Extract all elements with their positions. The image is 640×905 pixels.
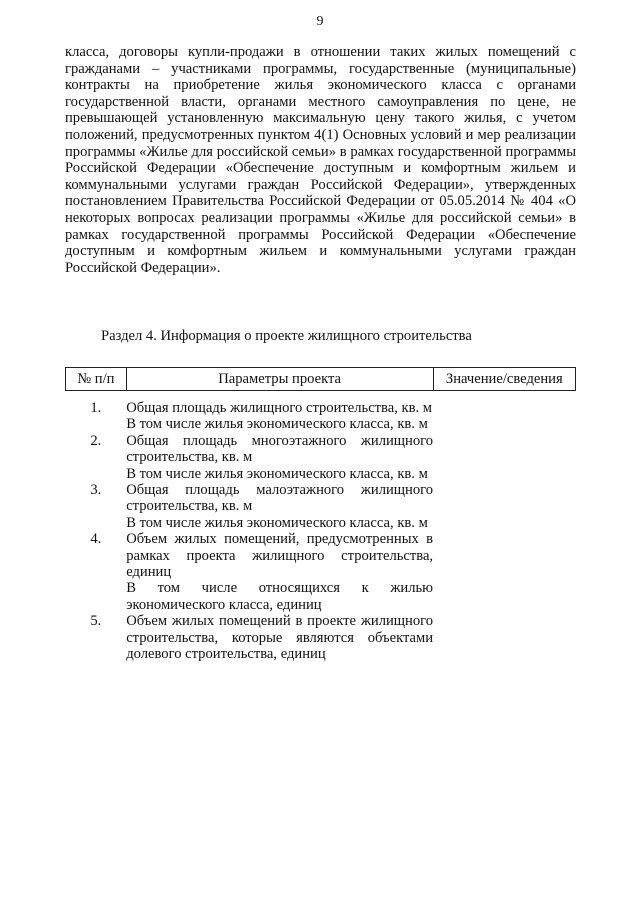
row-value [433,613,575,662]
table-row [66,613,576,662]
row-value [433,482,575,531]
row-main-text: Общая площадь жилищного строительства, кв. м [126,400,433,416]
table-row [66,391,576,433]
body-paragraph: класса, договоры купли-продажи в отношении таких жилых помещений с гражданами – участниками программы, государственные (муниципальные) контракты на приобретение жилья экономического класса с органами государственной власти, органами местного самоуправления по цене, не превышающей установленную максимальную цену такого жилья, с учетом положений, предусмотренных пунктом 4(1) Основных условий и мер реализации программы «Жилье для российской семьи» в рамках государственной программы Российской Федерации «Обеспечение доступным и комфортным жильем и коммунальными услугами граждан Российской Федерации», утвержденных постановлением Правительства Российской Федерации от 05.05.2014 № 404 «О некоторых вопросах реализации программы «Жилье для российской семьи» в рамках государственной программы Российской Федерации «Обеспечение доступным и комфортным жильем и коммунальными услугами граждан Российской Федерации». [65,44,576,276]
header-parameters: Параметры проекта [126,368,433,391]
page-number: 9 [316,14,324,29]
row-sub-text: В том числе жилья экономического класса, кв. м [126,416,428,433]
row-value [433,391,575,433]
table-header-row [66,368,576,391]
table-row [66,531,576,613]
row-number: 4. [90,531,102,548]
header-number: № п/п [66,368,127,391]
project-parameters-table [65,367,576,663]
row-number: 1. [90,400,102,416]
row-parameter [126,482,433,531]
row-parameter [126,391,433,433]
row-value [433,433,575,482]
row-number: 3. [90,482,102,499]
row-value [433,531,575,613]
table-row [66,433,576,482]
row-parameter [126,613,433,662]
row-parameter [126,433,433,482]
row-number: 2. [90,432,102,449]
header-value: Значение/сведения [433,368,575,391]
row-number: 5. [90,613,102,630]
row-main-text: Объем жилых помещений, предусмотренных в рамках проекта жилищного строительства, единиц [126,531,434,581]
table-row [66,482,576,531]
row-parameter [126,531,433,613]
section-title: Раздел 4. Информация о проекте жилищного строительства [101,328,472,344]
row-main-text: Общая площадь многоэтажного жилищного строительства, кв. м [126,432,434,466]
row-main-text: Объем жилых помещений в проекте жилищного строительства, которые являются объектами долевого строительства, единиц [126,613,434,663]
row-sub-text: В том числе относящихся к жилью экономического класса, единиц [126,580,434,613]
row-sub-text: В том числе жилья экономического класса, кв. м [126,514,428,531]
row-main-text: Общая площадь малоэтажного жилищного строительства, кв. м [126,482,434,515]
row-sub-text: В том числе жилья экономического класса, кв. м [126,465,428,482]
